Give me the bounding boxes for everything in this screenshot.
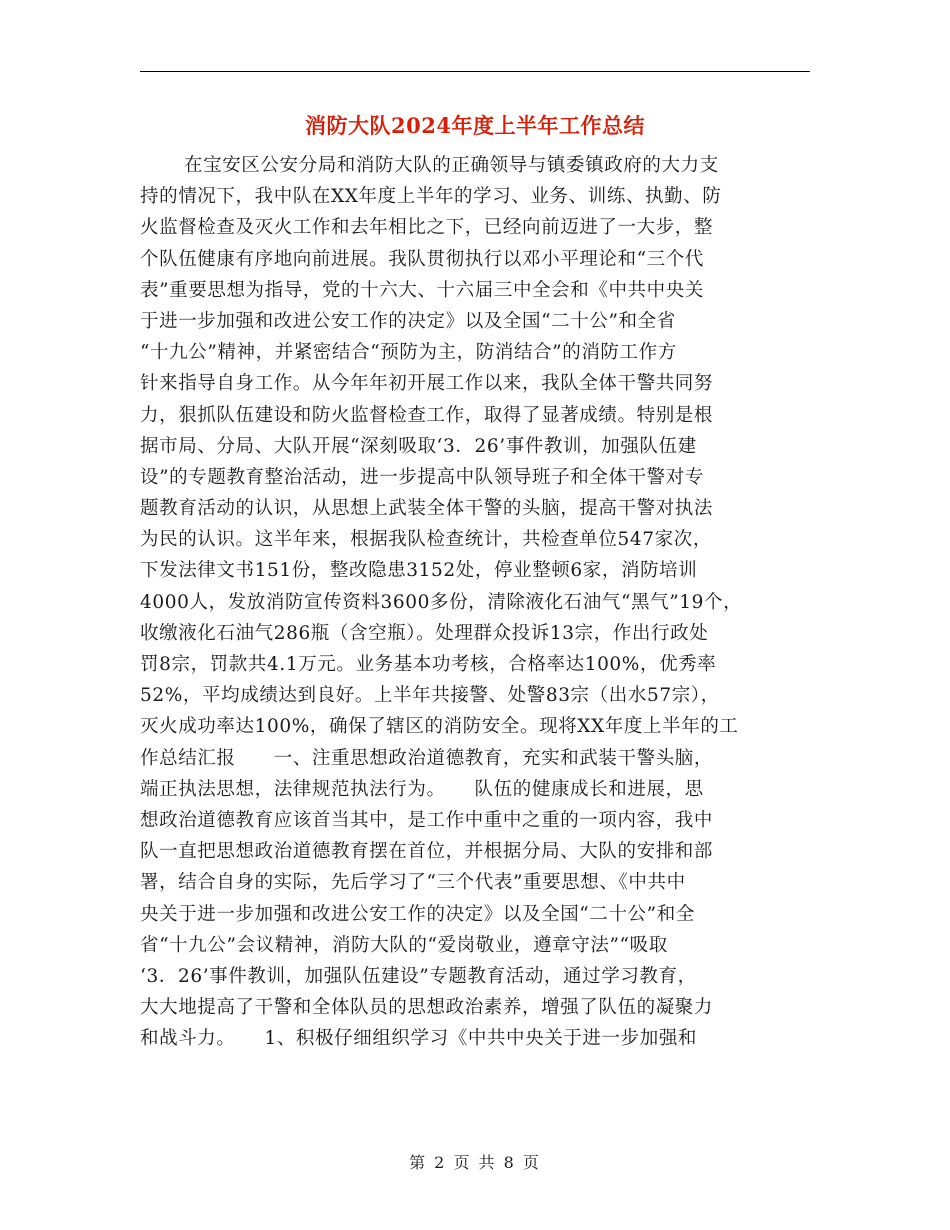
body-line: 和战斗力。 1、积极仔细组织学习《中共中央关于进一步加强和 — [140, 1028, 698, 1050]
body-line: 央关于进一步加强和改进公安工作的决定》以及全国“二十公”和全 — [140, 903, 695, 925]
body-line: 针来指导自身工作。从今年年初开展工作以来，我队全体干警共同努 — [140, 373, 714, 395]
body-line: “十九公”精神，并紧密结合“预防为主，防消结合”的消防工作方 — [140, 342, 677, 364]
body-line: ‘3．26’事件教训，加强队伍建设”专题教育活动，通过学习教育， — [140, 965, 697, 987]
body-line: 据市局、分局、大队开展“深刻吸取‘3．26’事件教训，加强队伍建 — [140, 435, 697, 457]
body-line: 作总结汇报 一、注重思想政治道德教育，充实和武装干警头脑， — [140, 747, 714, 769]
body-line: 力，狠抓队伍建设和防火监督检查工作，取得了显著成绩。特别是根 — [140, 404, 714, 426]
body-line: 下发法律文书151份，整改隐患3152处，停业整顿6家，消防培训 — [140, 560, 698, 582]
document-title: 消防大队2024年度上半年工作总结 — [305, 113, 645, 138]
body-line: 想政治道德教育应该首当其中，是工作中重中之重的一项内容，我中 — [140, 809, 714, 831]
body-line: 收缴液化石油气286瓶（含空瓶）。处理群众投诉13宗，作出行政处 — [140, 622, 709, 644]
body-line: 队一直把思想政治道德教育摆在首位，并根据分局、大队的安排和部 — [140, 841, 714, 863]
body-line: 在宝安区公安分局和消防大队的正确领导与镇委镇政府的大力支 — [184, 155, 719, 176]
body-line: 52%，平均成绩达到良好。上半年共接警、处警83宗（出水57宗）， — [140, 685, 720, 707]
body-line: 为民的认识。这半年来，根据我队检查统计，共检查单位547家次， — [140, 529, 712, 551]
body-line: 署，结合自身的实际，先后学习了“三个代表”重要思想、《中共中 — [140, 872, 686, 894]
page-footer — [140, 1150, 810, 1173]
body-line: 省“十九公”会议精神，消防大队的“爱岗敬业，遵章守法”“吸取 — [140, 934, 668, 956]
document-body — [140, 150, 830, 1054]
body-line: 持的情况下，我中队在XX年度上半年的学习、业务、训练、执勤、防 — [140, 186, 722, 208]
body-line: 个队伍健康有序地向前进展。我队贯彻执行以邓小平理论和“三个代 — [140, 248, 704, 270]
header-rule — [140, 71, 810, 72]
body-line: 题教育活动的认识，从思想上武装全体干警的头脑，提高干警对执法 — [140, 498, 714, 520]
body-line: 于进一步加强和改进公安工作的决定》以及全国“二十公”和全省 — [140, 310, 676, 332]
body-line: 4000人，发放消防宣传资料3600多份，清除液化石油气“黑气”19个， — [140, 591, 743, 613]
body-line: 设”的专题教育整治活动，进一步提高中队领导班子和全体干警对专 — [140, 466, 704, 488]
body-line: 表”重要思想为指导，党的十六大、十六届三中全会和《中共中央关 — [140, 279, 704, 301]
body-line: 端正执法思想，法律规范执法行为。 队伍的健康成长和进展，思 — [140, 778, 704, 800]
body-line: 火监督检查及灭火工作和去年相比之下，已经向前迈进了一大步，整 — [140, 217, 714, 239]
body-line: 罚8宗，罚款共4.1万元。业务基本功考核，合格率达100%，优秀率 — [140, 654, 717, 675]
page-number: 第 2 页 共 8 页 — [409, 1153, 541, 1172]
body-line: 灭火成功率达100%，确保了辖区的消防安全。现将XX年度上半年的工 — [140, 716, 739, 738]
body-line: 大大地提高了干警和全体队员的思想政治素养，增强了队伍的凝聚力 — [140, 997, 714, 1019]
